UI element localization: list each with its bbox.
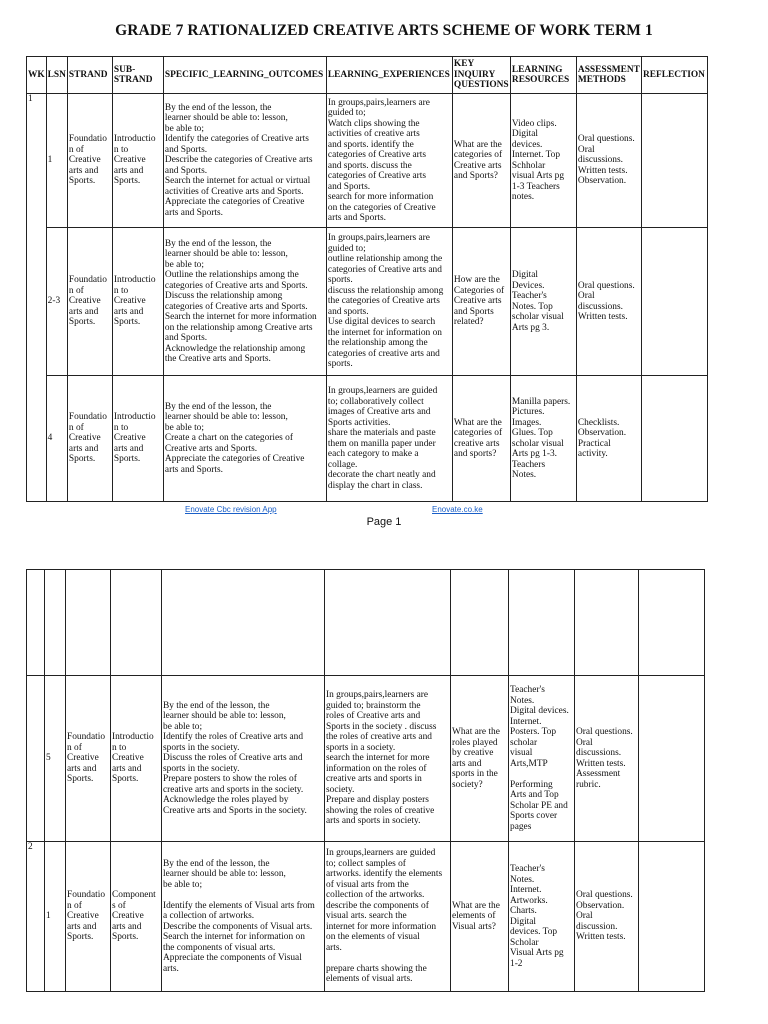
header-strand: STRAND — [67, 57, 112, 94]
reflection-cell — [641, 228, 707, 376]
header-row — [27, 57, 708, 94]
document-title: GRADE 7 RATIONALIZED CREATIVE ARTS SCHEME OF WORK TERM 1 — [115, 22, 653, 39]
am-cell: Oral questions. Oral discussions. Written tests. Assessment rubric. — [575, 676, 639, 842]
reflection-cell — [641, 376, 707, 502]
kiq-cell: How are the Categories of Creative arts and Sports related? — [452, 228, 510, 376]
scheme-table-page-1 — [26, 56, 708, 502]
slo-cell: By the end of the lesson, the learner should be able to: lesson, be able to; Identify the roles of Creative arts and sports in the society. Discuss the roles of Creative arts and sports in the society. Prepare posters to show the roles of creative arts and sports in the society. Acknowledge the roles played by Creative arts and Sports in the society. — [162, 676, 325, 842]
header-assessment: ASSESSMENT METHODS — [576, 57, 641, 94]
strand-cell — [66, 570, 111, 676]
sub-strand-cell: Introductio n to Creative arts and Sports. — [112, 94, 163, 228]
lr-cell — [509, 570, 575, 676]
footer-link-site[interactable]: Enovate.co.ke — [432, 505, 483, 514]
reflection-cell — [639, 842, 705, 992]
lsn-cell: 2-3 — [46, 228, 67, 376]
lr-cell: Teacher's Notes. Internet. Artworks. Charts. Digital devices. Top Scholar Visual Arts pg 1-2 — [509, 842, 575, 992]
kiq-cell — [451, 570, 509, 676]
week-cell: 2 — [27, 842, 45, 992]
week-cell: 1 — [27, 94, 47, 502]
reflection-cell — [639, 676, 705, 842]
table-row — [27, 94, 708, 228]
table-row — [27, 228, 708, 376]
table-row — [27, 570, 705, 676]
sub-strand-cell: Introductio n to Creative arts and Sports. — [112, 376, 163, 502]
am-cell: Oral questions. Oral discussions. Written tests. Observation. — [576, 94, 641, 228]
lr-cell: Manilla papers. Pictures. Images. Glues. Top scholar visual Arts pg 1-3. Teachers Notes. — [510, 376, 576, 502]
header-learning-experiences: LEARNING_EXPERIENCES — [326, 57, 452, 94]
strand-cell: Foundatio n of Creative arts and Sports. — [67, 376, 112, 502]
am-cell: Oral questions. Observation. Oral discussion. Written tests. — [575, 842, 639, 992]
le-cell: In groups,pairs,learners are guided to; brainstorm the roles of Creative arts and Sports in the society . discuss the roles of creative arts and sports in a society. search the internet for more information on the roles of creative arts and sports in society. Prepare and display posters showing the roles of creative arts and sports in society. — [325, 676, 451, 842]
header-reflection: REFLECTION — [641, 57, 707, 94]
scheme-table-page-2 — [26, 569, 705, 992]
kiq-cell: What are the elements of Visual arts? — [451, 842, 509, 992]
slo-cell — [162, 570, 325, 676]
lr-cell: Teacher's Notes. Digital devices. Internet. Posters. Top scholar visual Arts,MTP Performing Arts and Top Scholar PE and Sports cover pages — [509, 676, 575, 842]
sub-strand-cell: Component s of Creative arts and Sports. — [111, 842, 162, 992]
am-cell: Oral questions. Oral discussions. Written tests. — [576, 228, 641, 376]
kiq-cell: What are the categories of creative arts and sports? — [452, 376, 510, 502]
header-wk: WK — [27, 57, 47, 94]
header-learning-resources: LEARNING RESOURCES — [510, 57, 576, 94]
header-lsn: LSN — [46, 57, 67, 94]
reflection-cell — [639, 570, 705, 676]
kiq-cell: What are the roles played by creative arts and sports in the society? — [451, 676, 509, 842]
table-row — [27, 676, 705, 842]
le-cell: In groups,learners are guided to; collaboratively collect images of Creative arts and Sports activities. share the materials and paste them on manilla paper under each category to make a collage. decorate the chart neatly and display the chart in class. — [326, 376, 452, 502]
week-cell — [27, 676, 45, 842]
lsn-cell: 5 — [45, 676, 66, 842]
header-key-inquiry: KEY INQUIRY QUESTIONS — [452, 57, 510, 94]
strand-cell: Foundatio n of Creative arts and Sports. — [66, 676, 111, 842]
sub-strand-cell — [111, 570, 162, 676]
header-slo: SPECIFIC_LEARNING_OUTCOMES — [163, 57, 326, 94]
slo-cell: By the end of the lesson, the learner should be able to: lesson, be able to; Identify the elements of Visual arts from a collection of artworks. Describe the components of Visual arts. Search the internet for information on the components of visual arts. Appreciate the components of Visual arts. — [162, 842, 325, 992]
lsn-cell — [45, 570, 66, 676]
table-row — [27, 842, 705, 992]
strand-cell: Foundatio n of Creative arts and Sports. — [66, 842, 111, 992]
page-number: Page 1 — [366, 516, 402, 528]
am-cell — [575, 570, 639, 676]
slo-cell: By the end of the lesson, the learner should be able to: lesson, be able to; Outline the relationships among the categories of Creative arts and Sports. Discuss the relationship among categories of Creative arts and Sports. Search the internet for more information on the relationship among Creative arts and Sports. Acknowledge the relationship among the Creative arts and Sports. — [163, 228, 326, 376]
le-cell — [325, 570, 451, 676]
le-cell: In groups,pairs,learners are guided to; Watch clips showing the activities of creative arts and sports. identify the categories of Creative arts and sports. discuss the categories of Creative arts and Sports. search for more information on the categories of Creative arts and Sports. — [326, 94, 452, 228]
week-cell — [27, 570, 45, 676]
reflection-cell — [641, 94, 707, 228]
lr-cell: Video clips. Digital devices. Internet. Top Schholar visual Arts pg 1-3 Teachers notes. — [510, 94, 576, 228]
table-row — [27, 376, 708, 502]
sub-strand-cell: Introductio n to Creative arts and Sports. — [112, 228, 163, 376]
sub-strand-cell: Introductio n to Creative arts and Sports. — [111, 676, 162, 842]
strand-cell: Foundatio n of Creative arts and Sports. — [67, 94, 112, 228]
header-sub-strand: SUB- STRAND — [112, 57, 163, 94]
le-cell: In groups,pairs,learners are guided to; outline relationship among the categories of Creative arts and sports. discuss the relationship among the categories of Creative arts and sports. Use digital devices to search the internet for information on the relationship among the categories of creative arts and sports. — [326, 228, 452, 376]
le-cell: In groups,learners are guided to; collect samples of artworks. identify the elements of visual arts from the collection of the artworks. describe the components of visual arts. search the internet for more information on the elements of visual arts. prepare charts showing the elements of visual arts. — [325, 842, 451, 992]
slo-cell: By the end of the lesson, the learner should be able to: lesson, be able to; Create a chart on the categories of Creative arts and Sports. Appreciate the categories of Creative arts and Sports. — [163, 376, 326, 502]
lr-cell: Digital Devices. Teacher's Notes. Top scholar visual Arts pg 3. — [510, 228, 576, 376]
lsn-cell: 4 — [46, 376, 67, 502]
kiq-cell: What are the categories of Creative arts and Sports? — [452, 94, 510, 228]
am-cell: Checklists. Observation. Practical activity. — [576, 376, 641, 502]
slo-cell: By the end of the lesson, the learner should be able to: lesson, be able to; Identify the categories of Creative arts and Sports. Describe the categories of Creative arts and Sports. Search the internet for actual or virtual activities of Creative arts and Sports. Appreciate the categories of Creative arts and Sports. — [163, 94, 326, 228]
footer-link-app[interactable]: Enovate Cbc revision App — [185, 505, 277, 514]
strand-cell: Foundatio n of Creative arts and Sports. — [67, 228, 112, 376]
lsn-cell: 1 — [46, 94, 67, 228]
lsn-cell: 1 — [45, 842, 66, 992]
